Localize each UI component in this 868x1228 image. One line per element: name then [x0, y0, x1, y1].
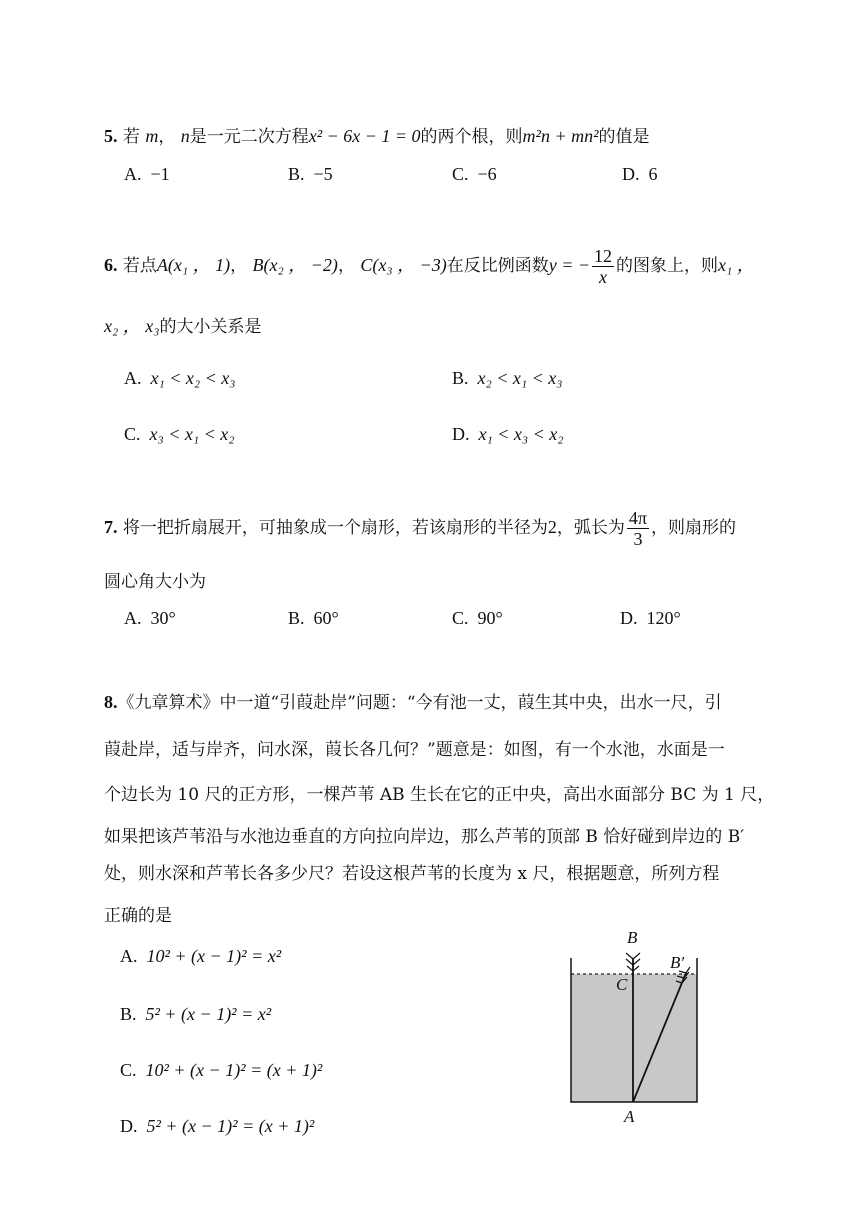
- q5-option-a: A. −1: [124, 164, 170, 184]
- q6-x1: x₁ ，: [718, 255, 755, 275]
- q8-option-d: D. 5² + (x − 1)² = (x + 1)²: [120, 1116, 315, 1136]
- q7-text: ，弧长为: [556, 518, 625, 538]
- q5-text: 的值是: [598, 127, 650, 147]
- q6-point-c: C(x₃ ， −3): [360, 255, 447, 275]
- q5-expression: m²n + mn²: [522, 126, 599, 146]
- q8-stem-line6: 正确的是: [104, 906, 172, 926]
- q6-text: 的大小关系是: [159, 317, 262, 337]
- q6-option-d: D. x₁ < x₃ < x₂: [452, 424, 564, 444]
- q5-option-c: C. −6: [452, 164, 497, 184]
- q7-fraction: $\frac{4\pi}{3}$: [628, 508, 647, 549]
- q8-option-c: C. 10² + (x − 1)² = (x + 1)²: [120, 1060, 323, 1080]
- q6-option-c: C. x₃ < x₁ < x₂: [124, 424, 235, 444]
- q8-stem-line1: [104, 688, 722, 713]
- q7-text: ，则扇形的: [651, 518, 736, 538]
- q8-text: 《九章算术》中一道“引葭赴岸”问题：“今有池一丈，葭生其中央，出水一尺，引: [117, 693, 722, 713]
- q8-option-a: A. 10² + (x − 1)² = x²: [120, 946, 282, 966]
- q6-text: 的图象上，则: [616, 256, 719, 276]
- q6-text: 若点: [122, 256, 157, 276]
- q5-equation: x² − 6x − 1 = 0: [308, 126, 421, 146]
- q6-point-b: B(x₂ ， −2): [252, 255, 338, 275]
- q7-option-a: A. 30°: [124, 608, 176, 628]
- q6-function: y = −: [548, 255, 591, 275]
- q5-text: 若: [122, 127, 140, 147]
- q5-text: 是一元二次方程: [189, 127, 309, 147]
- q6-option-a: A. x₁ < x₂ < x₃: [124, 368, 236, 388]
- q6-stem-line1: 6. 若点A(x₁ ， 1)， B(x₂ ， −2)， C(x₃ ， −3)在反比例函数y = − $\frac{12}{x}$ 的图象上，则x₁ ，: [104, 246, 755, 287]
- q6-text: 在反比例函数: [446, 256, 549, 276]
- q7-radius: 2: [547, 517, 557, 537]
- q6-x2-x3: x₂ ， x₃: [104, 316, 160, 336]
- q6-stem-line2: [104, 312, 262, 338]
- pool-figure: [560, 925, 710, 1130]
- q5-var-n: n: [180, 126, 190, 146]
- q6-option-b: B. x₂ < x₁ < x₃: [452, 368, 563, 388]
- q8-stem-line5: 处，则水深和芦苇长各多少尺？若设这根芦苇的长度为 x 尺，根据题意，所列方程: [104, 864, 720, 884]
- q8-stem-line4: 如果把该芦苇沿与水池边垂直的方向拉向岸边，那么芦苇的顶部 B 恰好碰到岸边的 B′: [104, 827, 745, 847]
- q6-point-a: A(x₁ ， 1): [156, 255, 231, 275]
- q8-option-b: B. 5² + (x − 1)² = x²: [120, 1004, 272, 1024]
- q5-option-d: D. 6: [622, 164, 658, 184]
- label-a: A: [624, 1107, 635, 1126]
- q8-number: 8.: [104, 692, 118, 712]
- q5-var-m: m: [145, 126, 159, 146]
- q5-number: 5.: [104, 126, 118, 146]
- q7-option-b: B. 60°: [288, 608, 339, 628]
- q5-text: 的两个根，则: [420, 127, 523, 147]
- q6-fraction: $\frac{12}{x}$: [594, 246, 613, 287]
- q5-text: ，: [158, 127, 176, 147]
- q7-stem-line1: [104, 507, 736, 549]
- q7-option-d: D. 120°: [620, 608, 681, 628]
- q6-number: 6.: [104, 255, 118, 275]
- q5-stem: [104, 122, 649, 147]
- q8-stem-line3: 个边长为 10 尺的正方形，一棵芦苇 AB 生长在它的正中央，高出水面部分 BC 为 1 尺，: [104, 785, 775, 805]
- q7-text: 将一把折扇展开，可抽象成一个扇形，若该扇形的半径为: [122, 518, 548, 538]
- label-b-prime: B′: [670, 953, 685, 972]
- q7-stem-line2: [104, 567, 206, 592]
- label-c: C: [616, 975, 628, 994]
- q5-option-b: B. −5: [288, 164, 333, 184]
- q7-number: 7.: [104, 517, 118, 537]
- label-b: B: [627, 928, 638, 947]
- q7-option-c: C. 90°: [452, 608, 503, 628]
- q8-stem-line2: 葭赴岸，适与岸齐，问水深，葭长各几何？”题意是：如图，有一个水池，水面是一: [104, 740, 725, 760]
- q7-text: 圆心角大小为: [104, 572, 206, 592]
